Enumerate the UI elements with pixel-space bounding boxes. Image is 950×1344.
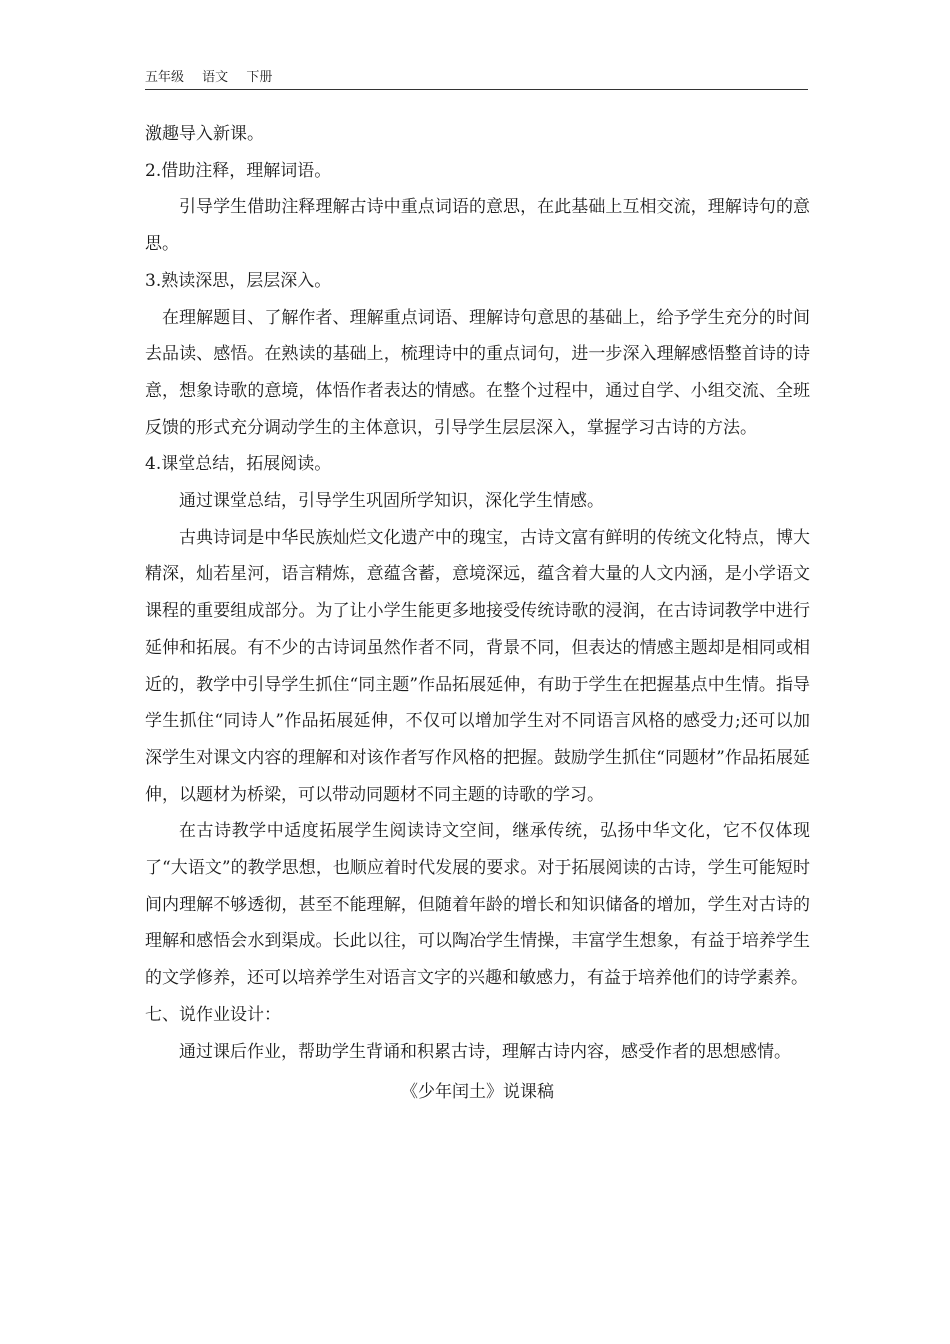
heading-step-4: 4.课堂总结，拓展阅读。	[145, 454, 332, 475]
header-grade: 五年级	[145, 70, 185, 85]
heading-step-3: 3.熟读深思，层层深入。	[145, 270, 332, 291]
page-header	[145, 70, 808, 90]
heading-section-7: 七、说作业设计：	[145, 1004, 281, 1025]
paragraph-step-3: 在理解题目、了解作者、理解重点词语、理解诗句意思的基础上，给予学生充分的时间去品读、感悟。在熟读的基础上，梳理诗中的重点词句，进一步深入理解感悟整首诗的诗意，想象诗歌的意境，体悟作者表达的情感。在整个过程中，通过自学、小组交流、全班反馈的形式充分调动学生的主体意识，引导学生层层深入，掌握学习古诗的方法。	[145, 307, 810, 438]
next-document-title: 《少年闰土》说课稿	[401, 1082, 554, 1103]
document-body	[145, 116, 810, 1111]
heading-step-2: 2.借助注释，理解词语。	[145, 160, 332, 181]
paragraph-step-2: 引导学生借助注释理解古诗中重点词语的意思，在此基础上互相交流，理解诗句的意思。	[145, 197, 810, 255]
paragraph-step-4: 通过课堂总结，引导学生巩固所学知识，深化学生情感。	[179, 491, 604, 512]
header-subject: 语文	[202, 70, 229, 85]
paragraph-intro-continued: 激趣导入新课。	[145, 124, 264, 144]
paragraph-homework: 通过课后作业，帮助学生背诵和积累古诗，理解古诗内容，感受作者的思想感情。	[179, 1041, 791, 1062]
paragraph-extended-reading: 在古诗教学中适度拓展学生阅读诗文空间，继承传统，弘扬中华文化，它不仅体现了“大语文”的教学思想，也顺应着时代发展的要求。对于拓展阅读的古诗，学生可能短时间内理解不够透彻，甚至不能理解，但随着年龄的增长和知识储备的增加，学生对古诗的理解和感悟会水到渠成。长此以往，可以陶冶学生情操，丰富学生想象，有益于培养学生的文学修养，还可以培养学生对语言文字的兴趣和敏感力，有益于培养他们的诗学素养。	[145, 821, 810, 989]
header-volume: 下册	[246, 70, 273, 85]
paragraph-classical-poetry: 古典诗词是中华民族灿烂文化遗产中的瑰宝，古诗文富有鲜明的传统文化特点，博大精深，灿若星河，语言精炼，意蕴含蓄，意境深远，蕴含着大量的人文内涵，是小学语文课程的重要组成部分。为了让小学生能更多地接受传统诗歌的浸润，在古诗词教学中进行延伸和拓展。有不少的古诗词虽然作者不同，背景不同，但表达的情感主题却是相同或相近的，教学中引导学生抓住“同主题”作品拓展延伸，有助于学生在把握基点中生情。指导学生抓住“同诗人”作品拓展延伸，不仅可以增加学生对不同语言风格的感受力;还可以加深学生对课文内容的理解和对该作者写作风格的把握。鼓励学生抓住“同题材”作品拓展延伸，以题材为桥梁，可以带动同题材不同主题的诗歌的学习。	[145, 527, 810, 805]
